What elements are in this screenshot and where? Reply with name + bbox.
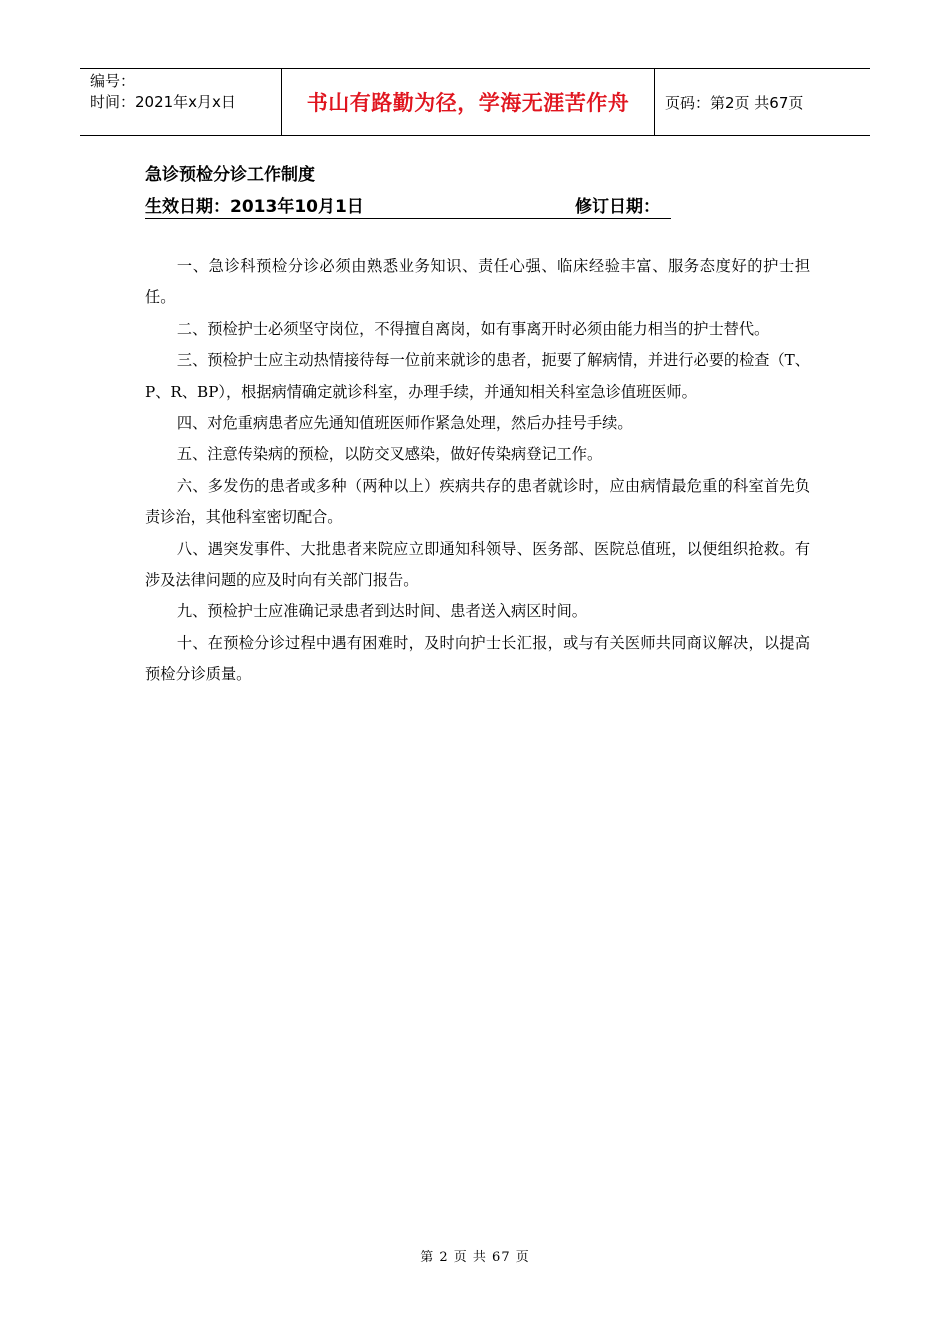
header-page-cell [655, 69, 870, 135]
header-meta-cell [80, 69, 282, 135]
page-label: 页码：第2页 共67页 [665, 93, 804, 112]
paragraph: 八、遇突发事件、大批患者来院应立即通知科领导、医务部、医院总值班，以便组织抢救。有涉及法律问题的应及时向有关部门报告。 [145, 539, 810, 590]
revision-date: 修订日期： [575, 197, 660, 217]
paragraph: 四、对危重病患者应先通知值班医师作紧急处理，然后办挂号手续。 [176, 414, 633, 433]
paragraph: 五、注意传染病的预检，以防交叉感染，做好传染病登记工作。 [176, 445, 603, 464]
motto-text: 书山有路勤为径，学海无涯苦作舟 [306, 91, 630, 115]
time-label: 时间：2021年x月x日 [90, 93, 236, 111]
page-header [80, 68, 870, 136]
document-body [145, 251, 810, 691]
paragraph: 一、急诊科预检分诊必须由熟悉业务知识、责任心强、临床经验丰富、服务态度好的护士担任。 [145, 257, 810, 307]
paragraph: 二、预检护士必须坚守岗位，不得擅自离岗，如有事离开时必须由能力相当的护士替代。 [176, 319, 770, 338]
page-footer: 第 2 页 共 67 页 [420, 1250, 530, 1265]
paragraph: 六、多发伤的患者或多种（两种以上）疾病共存的患者就诊时，应由病情最危重的科室首先负责诊治，其他科室密切配合。 [145, 476, 810, 527]
date-line [145, 192, 671, 219]
effective-date: 生效日期：2013年10月1日 [145, 197, 364, 217]
paragraph: 九、预检护士应准确记录患者到达时间、患者送入病区时间。 [176, 602, 587, 621]
paragraph: 三、预检护士应主动热情接待每一位前来就诊的患者，扼要了解病情，并进行必要的检查（T、P、R、BP），根据病情确定就诊科室，办理手续，并通知相关科室急诊值班医师。 [145, 351, 810, 401]
document-title: 急诊预检分诊工作制度 [145, 165, 315, 185]
paragraph: 十、在预检分诊过程中遇有困难时，及时向护士长汇报，或与有关医师共同商议解决，以提高预检分诊质量。 [145, 633, 810, 684]
number-label: 编号： [90, 72, 136, 90]
header-motto-cell [282, 69, 655, 135]
